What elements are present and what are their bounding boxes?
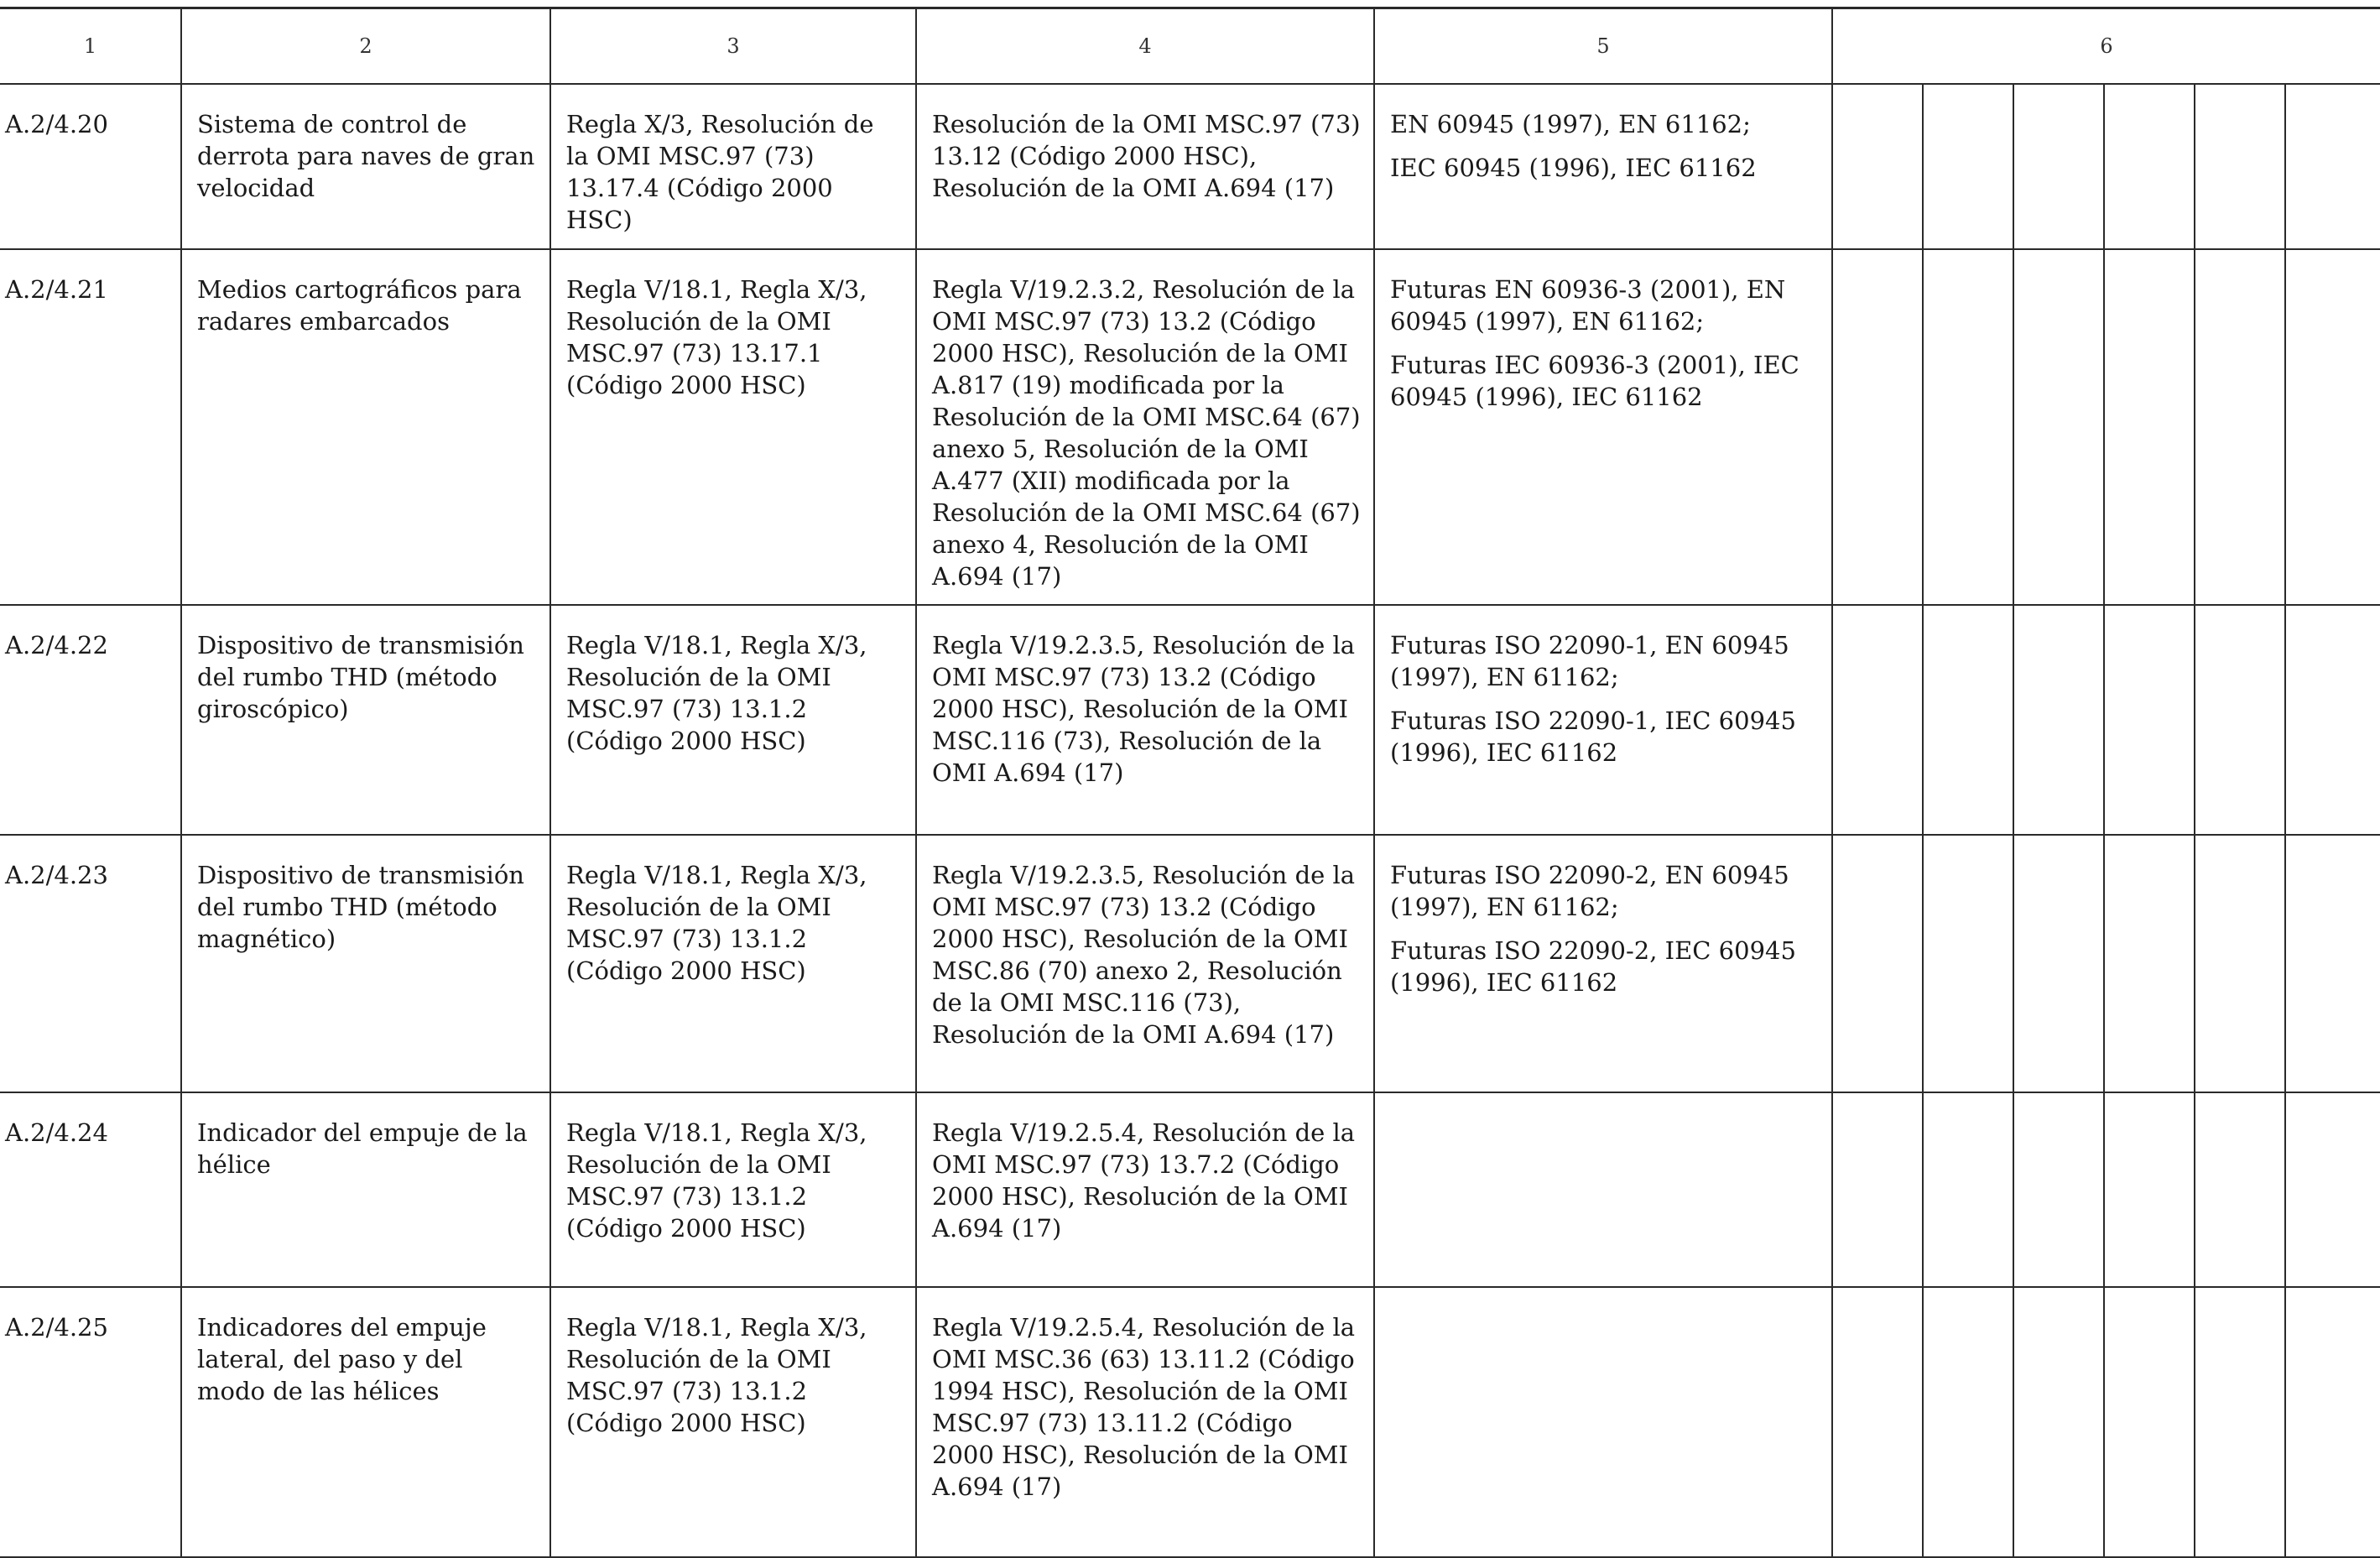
row-code: A.2/4.25 bbox=[5, 1313, 108, 1342]
row-code-cell bbox=[0, 605, 181, 835]
standards-cell bbox=[1374, 605, 1832, 835]
row-code-cell bbox=[0, 249, 181, 605]
description-text: Indicador del empuje de la hélice bbox=[197, 1118, 528, 1179]
standard-en: Futuras ISO 22090-1, EN 60945 (1997), EN 61162; bbox=[1390, 631, 1789, 691]
mark-cell bbox=[1832, 835, 1923, 1092]
solas-cell bbox=[550, 84, 916, 249]
description-text: Dispositivo de transmisión del rumbo THD (método giroscópico) bbox=[197, 631, 524, 723]
table-row bbox=[0, 1287, 2380, 1557]
description-cell bbox=[181, 1287, 550, 1557]
row-code-cell bbox=[0, 84, 181, 249]
mark-cell bbox=[2013, 835, 2104, 1092]
column-header-1: 1 bbox=[0, 8, 181, 85]
mark-cell bbox=[1832, 1287, 1923, 1557]
mark-cell bbox=[1923, 249, 2013, 605]
description-cell bbox=[181, 605, 550, 835]
mark-cell bbox=[2195, 605, 2285, 835]
standard-iec: IEC 60945 (1996), IEC 61162 bbox=[1390, 154, 1757, 182]
mark-cell bbox=[2104, 1287, 2195, 1557]
standard-en: EN 60945 (1997), EN 61162; bbox=[1390, 110, 1751, 138]
imo-text: Regla V/19.2.3.5, Resolución de la OMI MSC.97 (73) 13.2 (Código 2000 HSC), Resolución de la OMI MSC.86 (70) anexo 2, Resolución de la OMI MSC.116 (73), Resolución de la OMI A.694 (17) bbox=[932, 861, 1356, 1049]
imo-text: Regla V/19.2.3.5, Resolución de la OMI MSC.97 (73) 13.2 (Código 2000 HSC), Resolución de la OMI MSC.116 (73), Resolución de la OMI A.694 (17) bbox=[932, 631, 1356, 787]
mark-cell bbox=[1832, 249, 1923, 605]
mark-cell bbox=[2195, 1287, 2285, 1557]
column-header-4: 4 bbox=[916, 8, 1374, 85]
mark-cell bbox=[2195, 1092, 2285, 1287]
table-row bbox=[0, 835, 2380, 1092]
standard-iec: Futuras IEC 60936-3 (2001), IEC 60945 (1996), IEC 61162 bbox=[1390, 351, 1799, 411]
imo-cell bbox=[916, 1287, 1374, 1557]
standards-cell bbox=[1374, 84, 1832, 249]
solas-cell bbox=[550, 1287, 916, 1557]
row-code: A.2/4.24 bbox=[5, 1118, 108, 1147]
mark-cell bbox=[1923, 835, 2013, 1092]
mark-cell bbox=[2013, 605, 2104, 835]
description-text: Medios cartográficos para radares embarcados bbox=[197, 275, 522, 336]
standards-cell bbox=[1374, 1092, 1832, 1287]
mark-cell bbox=[2285, 605, 2380, 835]
imo-cell bbox=[916, 249, 1374, 605]
standards-cell bbox=[1374, 249, 1832, 605]
imo-text: Regla V/19.2.3.2, Resolución de la OMI MSC.97 (73) 13.2 (Código 2000 HSC), Resolución de la OMI A.817 (19) modificada por la Resolución de la OMI MSC.64 (67) anexo 5, Resolución de la OMI A.477 (XII) modificada por la Resolución de la OMI MSC.64 (67) anexo 4, Resolución de la OMI A.694 (17) bbox=[932, 275, 1361, 591]
mark-cell bbox=[1923, 84, 2013, 249]
description-cell bbox=[181, 249, 550, 605]
equipment-table bbox=[0, 7, 2380, 1558]
mark-cell bbox=[1923, 1092, 2013, 1287]
solas-cell bbox=[550, 1092, 916, 1287]
standard-en: Futuras EN 60936-3 (2001), EN 60945 (1997), EN 61162; bbox=[1390, 275, 1786, 336]
solas-text: Regla V/18.1, Regla X/3, Resolución de la OMI MSC.97 (73) 13.1.2 (Código 2000 HSC) bbox=[566, 1118, 867, 1243]
row-code: A.2/4.21 bbox=[5, 275, 108, 304]
table-row bbox=[0, 605, 2380, 835]
header-row bbox=[0, 8, 2380, 85]
column-header-3: 3 bbox=[550, 8, 916, 85]
mark-cell bbox=[2285, 249, 2380, 605]
description-cell bbox=[181, 835, 550, 1092]
imo-cell bbox=[916, 84, 1374, 249]
mark-cell bbox=[1832, 1092, 1923, 1287]
solas-text: Regla X/3, Resolución de la OMI MSC.97 (73) 13.17.4 (Código 2000 HSC) bbox=[566, 110, 874, 234]
mark-cell bbox=[2104, 1092, 2195, 1287]
mark-cell bbox=[2104, 84, 2195, 249]
mark-cell bbox=[2104, 605, 2195, 835]
solas-cell bbox=[550, 249, 916, 605]
standards-cell bbox=[1374, 1287, 1832, 1557]
mark-cell bbox=[1832, 84, 1923, 249]
description-text: Indicadores del empuje lateral, del paso y del modo de las hélices bbox=[197, 1313, 487, 1405]
mark-cell bbox=[2104, 249, 2195, 605]
imo-cell bbox=[916, 605, 1374, 835]
column-header-5: 5 bbox=[1374, 8, 1832, 85]
standard-iec: Futuras ISO 22090-2, IEC 60945 (1996), IEC 61162 bbox=[1390, 936, 1796, 997]
solas-text: Regla V/18.1, Regla X/3, Resolución de la OMI MSC.97 (73) 13.17.1 (Código 2000 HSC) bbox=[566, 275, 867, 399]
mark-cell bbox=[2013, 84, 2104, 249]
standard-iec: Futuras ISO 22090-1, IEC 60945 (1996), IEC 61162 bbox=[1390, 706, 1796, 767]
row-code-cell bbox=[0, 835, 181, 1092]
mark-cell bbox=[2285, 835, 2380, 1092]
solas-text: Regla V/18.1, Regla X/3, Resolución de la OMI MSC.97 (73) 13.1.2 (Código 2000 HSC) bbox=[566, 631, 867, 755]
imo-text: Resolución de la OMI MSC.97 (73) 13.12 (Código 2000 HSC), Resolución de la OMI A.694 (17) bbox=[932, 110, 1361, 202]
mark-cell bbox=[2195, 84, 2285, 249]
solas-cell bbox=[550, 605, 916, 835]
mark-cell bbox=[2013, 1092, 2104, 1287]
description-cell bbox=[181, 1092, 550, 1287]
standards-cell bbox=[1374, 835, 1832, 1092]
mark-cell bbox=[1923, 1287, 2013, 1557]
imo-cell bbox=[916, 1092, 1374, 1287]
mark-cell bbox=[2285, 84, 2380, 249]
imo-cell bbox=[916, 835, 1374, 1092]
column-header-6: 6 bbox=[1832, 8, 2380, 85]
mark-cell bbox=[2285, 1287, 2380, 1557]
description-cell bbox=[181, 84, 550, 249]
solas-cell bbox=[550, 835, 916, 1092]
mark-cell bbox=[2195, 835, 2285, 1092]
description-text: Dispositivo de transmisión del rumbo THD (método magnético) bbox=[197, 861, 524, 953]
column-header-2: 2 bbox=[181, 8, 550, 85]
row-code: A.2/4.20 bbox=[5, 110, 108, 138]
row-code-cell bbox=[0, 1287, 181, 1557]
table-row bbox=[0, 249, 2380, 605]
solas-text: Regla V/18.1, Regla X/3, Resolución de la OMI MSC.97 (73) 13.1.2 (Código 2000 HSC) bbox=[566, 861, 867, 985]
mark-cell bbox=[2195, 249, 2285, 605]
imo-text: Regla V/19.2.5.4, Resolución de la OMI MSC.36 (63) 13.11.2 (Código 1994 HSC), Resolución de la OMI MSC.97 (73) 13.11.2 (Código 2000 HSC), Resolución de la OMI A.694 (17) bbox=[932, 1313, 1356, 1501]
table-row bbox=[0, 1092, 2380, 1287]
description-text: Sistema de control de derrota para naves de gran velocidad bbox=[197, 110, 535, 202]
mark-cell bbox=[2285, 1092, 2380, 1287]
imo-text: Regla V/19.2.5.4, Resolución de la OMI MSC.97 (73) 13.7.2 (Código 2000 HSC), Resolución de la OMI A.694 (17) bbox=[932, 1118, 1356, 1243]
standard-en: Futuras ISO 22090-2, EN 60945 (1997), EN 61162; bbox=[1390, 861, 1789, 921]
table-row bbox=[0, 84, 2380, 249]
mark-cell bbox=[1923, 605, 2013, 835]
mark-cell bbox=[2013, 1287, 2104, 1557]
row-code-cell bbox=[0, 1092, 181, 1287]
mark-cell bbox=[2013, 249, 2104, 605]
row-code: A.2/4.23 bbox=[5, 861, 108, 889]
mark-cell bbox=[1832, 605, 1923, 835]
row-code: A.2/4.22 bbox=[5, 631, 108, 659]
mark-cell bbox=[2104, 835, 2195, 1092]
solas-text: Regla V/18.1, Regla X/3, Resolución de la OMI MSC.97 (73) 13.1.2 (Código 2000 HSC) bbox=[566, 1313, 867, 1437]
